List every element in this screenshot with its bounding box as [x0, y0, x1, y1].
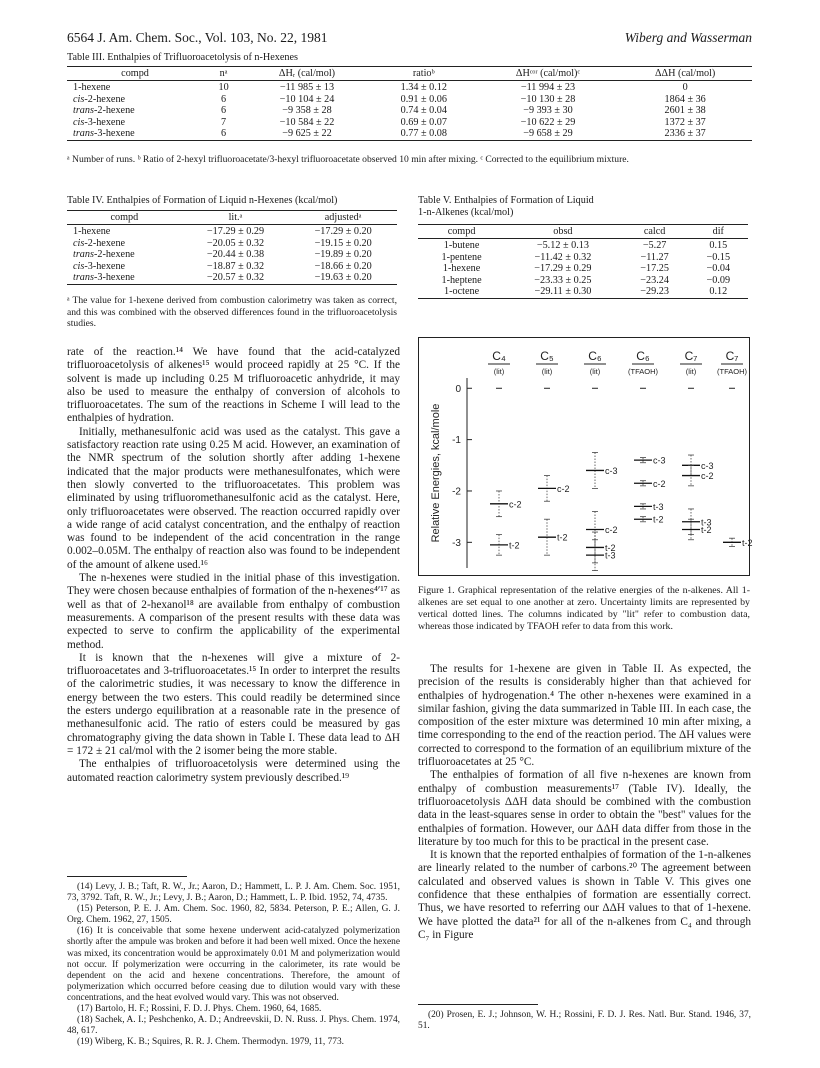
- column-label: C₅: [540, 349, 554, 363]
- table-row: [67, 238, 397, 250]
- table-row: [67, 81, 752, 94]
- table4-header-0: compd: [67, 211, 182, 225]
- table-cell: −11.27: [640, 251, 669, 263]
- table5-header-1: obsd: [505, 225, 621, 239]
- reference-item: (17) Bartolo, H. F.; Rossini, F. D. J. Phys. Chem. 1960, 64, 1685.: [77, 1004, 322, 1015]
- point-label: t-2: [509, 540, 520, 551]
- table-cell: 1-hexene: [73, 81, 111, 93]
- point-label: t-2: [557, 532, 568, 543]
- point-label: t-3: [653, 501, 664, 512]
- table5: [418, 224, 748, 299]
- table-cell: −9 625 ± 22: [244, 128, 370, 140]
- table-row: [67, 272, 397, 284]
- table-cell: −10 104 ± 24: [279, 93, 335, 105]
- table-row: [418, 275, 748, 287]
- table-cell: 6: [203, 128, 244, 140]
- paragraph: The enthalpies of formation of all five n-hexenes are known from enthalpy of combustion measurements¹⁷ (Table IV). Ideally, the trifluoroacetolysis ΔΔH data should be combined with the combustion data in the least-squares sense in order to obtain the "best" values for the enthalpies of formation. However, our ΔΔH data differ from those in the literature by too much for this to be practical in the present case.: [418, 769, 751, 848]
- table3-header-3: ratioᵇ: [370, 67, 478, 81]
- table-cell: trans-3-hexene: [67, 128, 203, 140]
- table-row: [67, 128, 752, 140]
- table-cell: −23.24: [640, 274, 669, 286]
- table-row: [67, 225, 397, 238]
- table3-header-5: ΔΔH (cal/mol): [618, 67, 752, 81]
- table-cell: 7: [221, 116, 227, 128]
- point-label: c-3: [605, 465, 618, 476]
- table-cell: 1372 ± 37: [664, 116, 706, 128]
- table-cell: −19.63 ± 0.20: [289, 272, 397, 284]
- table-cell: −17.29 ± 0.29: [534, 263, 592, 274]
- table4: [67, 210, 397, 285]
- table-cell: cis-2-hexene: [73, 93, 126, 105]
- table3-footnote: ᵃ Number of runs. ᵇ Ratio of 2-hexyl trifluoroacetate/3-hexyl trifluoroacetate observed 10 min after mixing. ᶜ Corrected to the equilibrium mixture.: [67, 154, 629, 165]
- point-label: t-3: [701, 517, 712, 528]
- reference-item: (16) It is conceivable that some hexene underwent acid-catalyzed polymerization shortly after the ampule was broken and before it had been well mixed. Once the hexene was mixed, its concentration would be approximately 0.01 M and polymerization would not occur. If polymerization were occurring in the calorimeter, its rate would be dependent on the acid and hexene concentrations. Therefore, the amount of polymerization which occurred before ceasing due to dilution would vary with these concentrations, and the heat evolved would vary. This was not observed.: [67, 926, 400, 1003]
- table-row: [67, 249, 397, 261]
- column-sublabel: (TFAOH): [628, 367, 658, 376]
- table-cell: trans-2-hexene: [73, 105, 135, 116]
- table-cell: −10 622 ± 29: [520, 116, 576, 128]
- table-cell: −17.29 ± 0.29: [206, 225, 265, 237]
- table5-header-3: dif: [689, 225, 748, 239]
- table-cell: −0.09: [706, 274, 731, 286]
- column-sublabel: (lit): [589, 367, 601, 376]
- table4-header-2: adjustedᵃ: [289, 211, 397, 225]
- table3-header-2: ΔHᵣ (cal/mol): [244, 67, 370, 81]
- author-names: Wiberg and Wasserman: [624, 30, 752, 45]
- right-references: [418, 1010, 751, 1032]
- table-row: [418, 252, 748, 264]
- table-cell: cis-2-hexene: [73, 237, 126, 249]
- paragraph: rate of the reaction.¹⁴ We have found that the acid-catalyzed trifluoroacetolysis of alkenes¹⁵ would proceed rapidly at 25 °C. If the solvent is made up including 0.25 M trifluoroacetic anhydride, it may also be used to measure the enthalpy of conversion of alcohols to trifluoroacetates. The sum of the reactions in Scheme I will lead to the enthalpies of hydration.: [67, 346, 400, 425]
- point-label: c-2: [653, 478, 666, 489]
- table3-header-0: compd: [67, 67, 203, 81]
- table-cell: −0.15: [706, 251, 731, 263]
- left-references: [67, 882, 400, 1048]
- figure-1-caption: Figure 1. Graphical representation of the relative energies of the n-alkenes. All 1-alkenes are set equal to one another at zero. Uncertainty limits are represented by vertical dotted lines. The columns indicated by "lit" refer to combustion data, whereas those indicated by TFAOH refer to data from this work.: [418, 585, 750, 632]
- table-cell: −17.29 ± 0.20: [314, 225, 372, 237]
- figure-1: [418, 337, 753, 576]
- reference-item: (20) Prosen, E. J.; Johnson, W. H.; Rossini, F. D. J. Res. Natl. Bur. Stand. 1946, 37, 51.: [418, 1010, 751, 1032]
- point-label: t-2: [605, 542, 616, 553]
- figure-1-plot: [419, 338, 753, 575]
- y-tick-label: -2: [452, 486, 461, 498]
- point-label: t-3: [605, 550, 616, 561]
- table-cell: −9 393 ± 30: [523, 105, 573, 116]
- table-cell: 1-butene: [443, 239, 480, 251]
- point-label: c-2: [701, 471, 714, 482]
- table-cell: −10 130 ± 28: [520, 93, 576, 105]
- table-cell: 0.74 ± 0.04: [400, 105, 447, 116]
- column-sublabel: (TFAOH): [717, 367, 747, 376]
- table-cell: −5.27: [642, 239, 667, 251]
- table-cell: 1.34 ± 0.12: [400, 81, 447, 93]
- paragraph: It is known that the n-hexenes will give a mixture of 2-trifluoroacetates and 3-trifluoroacetates.¹⁵ In order to interpret the results of the calorimetric studies, it was necessary to know the difference in energy between the two esters. This could readily be determined since the esters undergo equilibration at a reasonable rate in the presence of methanesulfonic acid. The ratio of esters could be measured by gas chromatography giving the data shown in Table I. These data lead to ΔH = 172 ± 21 cal/mol with the 2 isomer being the more stable.: [67, 651, 400, 757]
- table-cell: −17.25: [640, 263, 669, 274]
- table-cell: −9 358 ± 28: [282, 105, 332, 116]
- table-row: [418, 286, 748, 298]
- table-cell: 6: [221, 93, 227, 105]
- table-cell: 2336 ± 37: [618, 128, 752, 140]
- table-cell: 0.91 ± 0.06: [400, 93, 447, 105]
- table-cell: 1-hexene: [73, 225, 111, 237]
- reference-item: (15) Peterson, P. E. J. Am. Chem. Soc. 1960, 82, 5834. Peterson, P. E.; Allen, G. J. Org. Chem. 1962, 27, 1505.: [67, 904, 400, 926]
- point-label: t-2: [653, 514, 664, 525]
- table-cell: 10: [218, 81, 229, 93]
- table-cell: −5.12 ± 0.13: [536, 239, 589, 251]
- y-tick-label: 0: [455, 383, 461, 395]
- table-cell: −9 658 ± 29: [478, 128, 619, 140]
- paragraph: The n-hexenes were studied in the initial phase of this investigation. They were chosen because enthalpies of formation of the n-hexenes⁴ʹ¹⁷ as well as that of 2-hexanol¹⁸ are available from enthalpy of combustion measurements. A comparison of the present results with these data was expected to serve to confirm the applicability of the experimental method.: [67, 572, 400, 651]
- table-cell: −0.04: [706, 263, 731, 274]
- point-label: c-3: [653, 455, 666, 466]
- paragraph: Initially, methanesulfonic acid was used as the catalyst. This gave a satisfactory reaction rate using 0.25 M acid. However, an examination of the NMR spectrum of the solution shortly after adding 1-hexene indicated that the major products were methanesulfonates, which were then slowly converted to the trifluoroacetates. This problem was eliminated by using trifluoromethanesulfonic acid as the catalyst. Here, only trifluoroacetates were observed. The reaction occurred rapidly over a wide range of acid catalyst concentration, and the enthalpy of reaction was found to be independent of the acid concentration in the range 0.002–0.05M. The enthalpy of reaction also was found to be independent of the amount of alkene used.¹⁶: [67, 425, 400, 571]
- footnote-rule: [67, 876, 187, 877]
- table-cell: −23.33 ± 0.25: [534, 274, 592, 286]
- table3-header-1: nᵃ: [203, 67, 244, 81]
- table5-header-0: compd: [418, 225, 505, 239]
- table-cell: 1-hexene: [442, 263, 481, 274]
- table-cell: 2601 ± 38: [664, 105, 706, 116]
- table-cell: −29.11 ± 0.30: [505, 286, 621, 298]
- point-label: t-2: [742, 537, 753, 548]
- reference-item: (18) Sachek, A. I.; Peshchenko, A. D.; Andreevskii, D. N. Russ. J. Phys. Chem. 1974, 48, 617.: [67, 1015, 400, 1037]
- table-cell: −18.66 ± 0.20: [314, 260, 372, 272]
- table-cell: −11 985 ± 13: [279, 81, 335, 93]
- table-cell: 6: [221, 105, 227, 116]
- table-row: [67, 261, 397, 273]
- left-column-text: [67, 346, 400, 785]
- column-sublabel: (lit): [493, 367, 505, 376]
- column-label: C₄: [492, 349, 506, 363]
- point-label: c-2: [605, 524, 618, 535]
- table-cell: −20.44 ± 0.38: [206, 249, 265, 260]
- right-footnote-rule: [418, 1004, 538, 1005]
- table-row: [67, 94, 752, 106]
- table-cell: trans-3-hexene: [67, 272, 182, 284]
- table-cell: 0.77 ± 0.08: [370, 128, 478, 140]
- table-row: [67, 105, 752, 117]
- running-header: [67, 30, 752, 48]
- table3-caption: Table III. Enthalpies of Trifluoroacetolysis of n-Hexenes: [67, 52, 298, 63]
- table3-header-4: ΔHᶜᵒʳ (cal/mol)ᶜ: [478, 67, 619, 81]
- table-cell: −19.89 ± 0.20: [314, 249, 372, 260]
- table-row: [418, 263, 748, 275]
- table5-header-2: calcd: [621, 225, 689, 239]
- table3: [67, 66, 752, 141]
- table-cell: 0.15: [709, 239, 728, 251]
- table-row: [418, 239, 748, 252]
- table5-caption: [418, 195, 594, 219]
- table-cell: −20.05 ± 0.32: [206, 237, 265, 249]
- table-cell: 1-pentene: [441, 251, 482, 263]
- column-label: C₆: [636, 349, 650, 363]
- table-cell: 0: [682, 81, 688, 93]
- table-cell: cis-3-hexene: [73, 260, 126, 272]
- column-label: C₇: [725, 349, 739, 363]
- table-cell: −10 584 ± 22: [279, 116, 335, 128]
- table4-footnote: ᵃ The value for 1-hexene derived from combustion calorimetry was taken as correct, and this was combined with the observed differences found in the trifluoroacetolysis studies.: [67, 295, 397, 329]
- table5-caption-line2: 1-n-Alkenes (kcal/mol): [418, 207, 514, 218]
- table-cell: −18.87 ± 0.32: [206, 260, 265, 272]
- right-column-text: [418, 663, 751, 942]
- y-tick-label: -3: [452, 537, 461, 549]
- table-cell: 1864 ± 36: [664, 93, 706, 105]
- point-label: c-2: [509, 499, 522, 510]
- table4-header-1: lit.ᵃ: [182, 211, 290, 225]
- table-cell: trans-2-hexene: [73, 249, 135, 260]
- point-label: c-2: [557, 483, 570, 494]
- table-cell: −19.15 ± 0.20: [314, 237, 372, 249]
- paragraph: The results for 1-hexene are given in Table II. As expected, the precision of the results is considerably higher than that achieved for enthalpies of hydrogenation.⁴ The other n-hexenes were examined in a similar fashion, giving the data summarized in Table III. In each case, the composition of the ester mixture was determined 10 min after mixing, a time corresponding to the end of the reaction period. The ΔH values were corrected to correspond to the formation of an equilibrium mixture of the trifluoroacetates at 25 °C.: [418, 663, 751, 769]
- column-label: C₆: [588, 349, 602, 363]
- table-cell: −11 994 ± 23: [520, 81, 576, 93]
- column-sublabel: (lit): [685, 367, 697, 376]
- table-cell: 1-heptene: [441, 274, 482, 286]
- point-label: t-2: [701, 524, 712, 535]
- table-cell: 0.12: [689, 286, 748, 298]
- table-cell: −20.57 ± 0.32: [182, 272, 290, 284]
- table-cell: −11.42 ± 0.32: [534, 251, 592, 263]
- table-cell: 1-octene: [418, 286, 505, 298]
- table4-caption: Table IV. Enthalpies of Formation of Liquid n-Hexenes (kcal/mol): [67, 195, 338, 206]
- paragraph: It is known that the reported enthalpies of formation of the 1-n-alkenes are linearly related to the number of carbons.²⁰ The agreement between calculated and observed values is shown in Table V. This gives one confidence that these enthalpies of formation are essentially correct. Thus, we have resorted to referring our ΔΔH values to that of 1-hexene. We have plotted the data²¹ for all of the n-alkenes from C₄ and through C₇ in Figure: [418, 849, 751, 941]
- y-axis-label: Relative Energies, kcal/mole: [430, 403, 442, 543]
- journal-citation: 6564 J. Am. Chem. Soc., Vol. 103, No. 22, 1981: [67, 30, 328, 45]
- y-tick-label: -1: [452, 435, 461, 447]
- table-cell: −29.23: [621, 286, 689, 298]
- point-label: c-3: [701, 460, 714, 471]
- paragraph: The enthalpies of trifluoroacetolysis were determined using the automated reaction calorimetry system previously described.¹⁹: [67, 758, 400, 784]
- reference-item: (19) Wiberg, K. B.; Squires, R. R. J. Chem. Thermodyn. 1979, 11, 773.: [77, 1037, 344, 1048]
- table-cell: cis-3-hexene: [73, 116, 126, 128]
- reference-item: (14) Levy, J. B.; Taft, R. W., Jr.; Aaron, D.; Hammett, L. P. J. Am. Chem. Soc. 1951, 73, 3792. Taft, R. W., Jr.; Levy, J. B.; Aaron, D.; Hammett, L. P. Ibid. 1952, 74, 4735.: [67, 882, 400, 904]
- column-label: C₇: [684, 349, 698, 363]
- table-cell: 0.69 ± 0.07: [400, 116, 447, 128]
- table5-caption-line1: Table V. Enthalpies of Formation of Liquid: [418, 195, 594, 206]
- table-row: [67, 117, 752, 129]
- column-sublabel: (lit): [541, 367, 553, 376]
